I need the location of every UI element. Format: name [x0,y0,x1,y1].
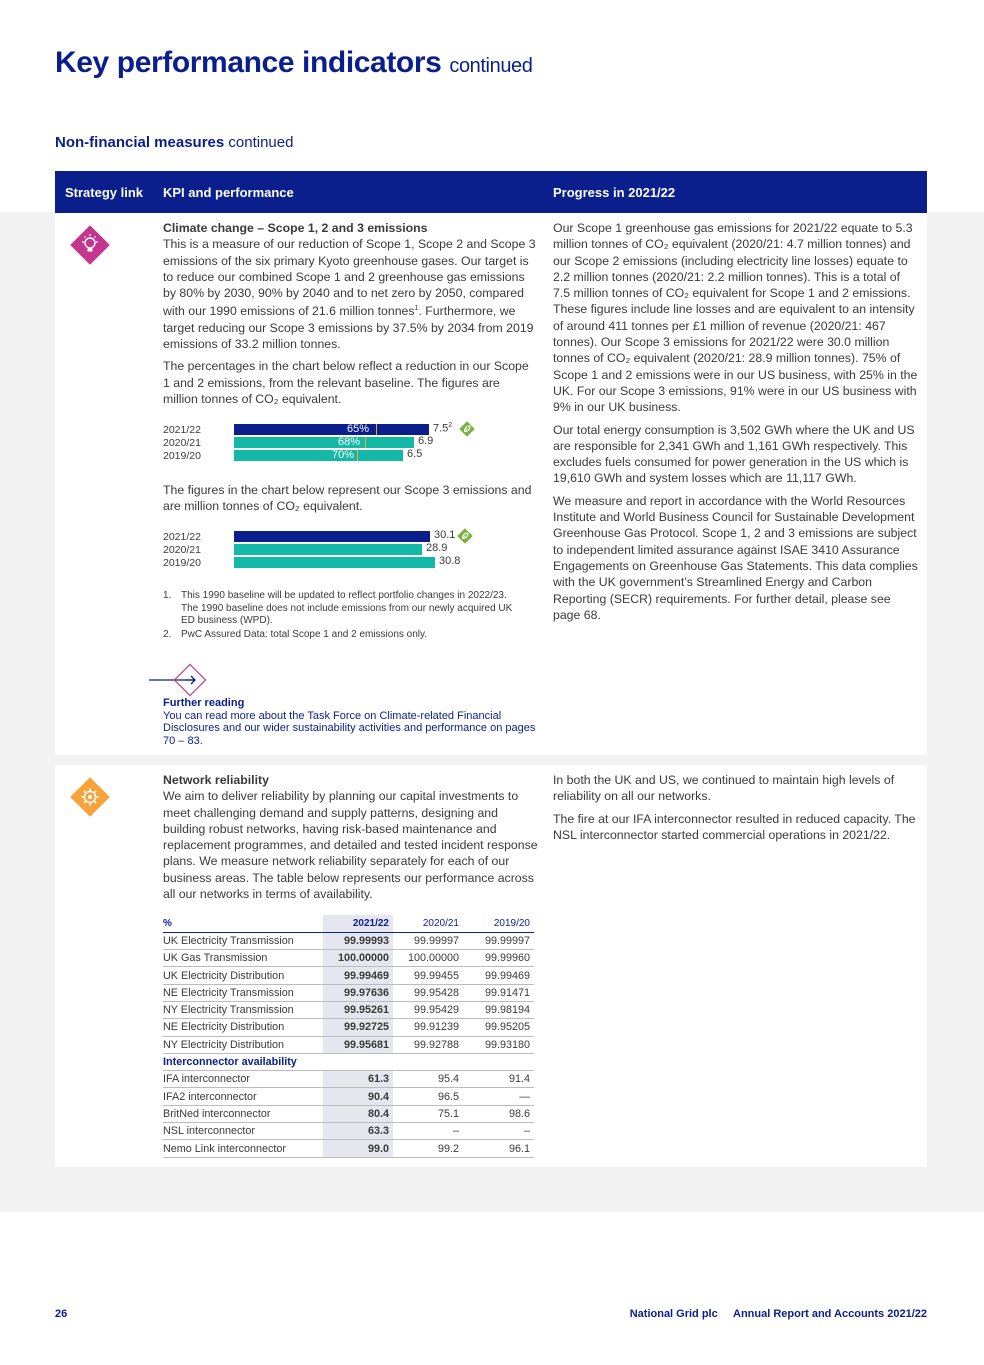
reliability-progress [553,772,919,843]
chart-value-label: $7.5^2$ [433,422,453,435]
table-row: IFA interconnector 61.3 95.4 91.4 [163,1071,534,1088]
chart-reduction-marker [357,450,358,461]
reliability-p1: We aim to deliver reliability by planning our capital investments to meet challenging demand and supply patterns, designing and building robust networks, having risk-based maintenance and replacement programmes, and detailed and tested incident response plans. We measure network reliability separately for each of our business areas. The table below represents our performance across all our networks in terms of availability. [163,789,538,902]
footer-report: National Grid plc Annual Report and Accounts 2021/22 [629,1308,927,1320]
climate-progress [553,220,919,623]
climate-title: Climate change – Scope 1, 2 and 3 emissions [163,221,428,235]
chart-category: 2019/20 [163,450,201,462]
footnote-2: 2. PwC Assured Data: total Scope 1 and 2 emissions only. [163,628,428,640]
table-row: Nemo Link interconnector 99.0 99.2 96.1 [163,1140,534,1157]
chart-value-label: 28.9 [426,542,448,554]
table-header [55,171,927,213]
gear-icon [67,774,113,820]
reliability-progress-p2: The fire at our IFA interconnector resulted in reduced capacity. The NSL interconnector started commercial operations in 2021/22. [553,811,916,842]
chart-category: 2021/22 [163,531,201,543]
chart-bar [234,424,429,435]
climate-p3: The figures in the chart below represent our Scope 3 emissions and are million tonnes of CO₂ equivalent. [163,483,532,514]
further-reading-text[interactable]: You can read more about the Task Force on Climate-related Financial Disclosures and our wider sustainability activities and performance on pages 70 – 83. [163,709,536,747]
reliability-table [163,915,534,1158]
climate-kpi-text [163,220,538,407]
further-reading-title: Further reading [163,697,245,709]
table-row: UK Gas Transmission 100.00000 100.00000 99.99960 [163,950,534,967]
chart-reduction-label: 68% [338,436,361,448]
scope12-chart [163,423,543,465]
section-title: Non-financial measures continued [55,134,294,151]
climate-panel [55,213,927,755]
table-subheading: Interconnector availability [163,1053,534,1070]
table-row: NSL interconnector 63.3 – – [163,1123,534,1140]
table-row: NY Electricity Distribution 99.95681 99.92788 99.93180 [163,1036,534,1053]
chart-bar [234,437,414,448]
footnote-1: 1. This 1990 baseline will be updated to reflect portfolio changes in 2022/23. The 1990 baseline does not include emissions from our newly acquired UK ED business (WPD). [163,590,513,627]
further-reading[interactable] [163,697,538,747]
chart-value-label: 6.9 [418,435,434,447]
leaf-icon [456,527,474,545]
table-row: IFA2 interconnector 90.4 96.5 — [163,1088,534,1105]
arrow-right-icon[interactable] [149,663,209,697]
climate-p2: The percentages in the chart below reflect a reduction in our Scope 1 and 2 emissions, from the relevant baseline. The figures are million tonnes of CO₂ equivalent. [163,359,529,407]
chart-reduction-marker [365,437,366,448]
chart-category: 2021/22 [163,424,201,436]
chart-bar [234,450,403,461]
chart-reduction-marker [376,424,377,435]
page-title: Key performance indicators continued [55,46,533,79]
table-row: UK Electricity Distribution 99.99469 99.99455 99.99469 [163,967,534,984]
chart-value-label: 30.1 [434,529,456,541]
chart-category: 2020/21 [163,437,201,449]
climate-progress-p1: Our Scope 1 greenhouse gas emissions for 2021/22 equate to 5.3 million tonnes of CO₂ equivalent (2020/21: 4.7 million tonnes) and our Scope 2 emissions (including electricity line losses) equate to 2.2 million tonnes (2020/21: 2.2 million tonnes). This is a total of 7.5 million tonnes of CO₂ equivalent for Scope 1 and 2 emissions. These figures include line losses and are equivalent to an intensity of around 411 tonnes per £1 million of revenue (2020/21: 467 tonnes). Our Scope 3 emissions for 2021/22 were 30.0 million tonnes of CO₂ equivalent (2020/21: 28.9 million tonnes). 75% of Scope 1 and 2 emissions were in our US business, with 25% in the UK. For our Scope 3 emissions, 91% were in our US business with 9% in our UK business. [553,221,918,415]
header-progress: Progress in 2021/22 [553,185,676,200]
chart-bar [234,557,435,568]
footnotes [163,590,523,641]
page-number: 26 [55,1308,68,1320]
header-strategy-link: Strategy link [65,185,144,200]
lightbulb-icon [67,222,113,268]
climate-progress-p3: We measure and report in accordance with the World Resources Institute and World Business Council for Sustainable Development Greenhouse Gas Protocol. Scope 1, 2 and 3 emissions are subject to independent limited assurance against ISAE 3410 Assurance Engagements on Greenhouse Gas Statements. This data complies with the UK government’s Streamlined Energy and Carbon Reporting (SECR) requirements. For further detail, please see page 68. [553,493,918,622]
table-header-row: % 2021/22 2020/21 2019/20 [163,915,534,932]
chart-bar [234,531,430,542]
climate-p1: This is a measure of our reduction of Scope 1, Scope 2 and Scope 3 emissions of the six primary Kyoto greenhouse gases. Our target is to reduce our combined Scope 1 and 2 greenhouse gas emissions by 80% by 2030, 90% by 2040 and to net zero by 2050, compared with our 1990 emissions of 21.6 million tonnes$^1$. Furthermore, we target reducing our Scope 3 emissions by 37.5% by 2034 from 2019 emissions of 33.2 million tonnes. [163,237,536,352]
reliability-panel [55,765,927,1167]
chart-value-label: 6.5 [407,448,423,460]
chart-reduction-label: 65% [347,423,370,435]
chart-category: 2020/21 [163,544,201,556]
climate-progress-p2: Our total energy consumption is 3,502 GWh where the UK and US are responsible for 2,341 GWh and 1,161 GWh respectively. This excludes fuels consumed for power generation in the US which is 19,610 GWh and system losses which are 11,117 GWh. [553,422,915,486]
table-row: NY Electricity Transmission 99.95261 99.95429 99.98194 [163,1001,534,1018]
leaf-icon [458,420,476,438]
table-row: BritNed interconnector 80.4 75.1 98.6 [163,1105,534,1122]
reliability-title: Network reliability [163,773,269,787]
reliability-kpi-text [163,772,538,902]
chart-reduction-label: 70% [332,449,355,461]
table-row: UK Electricity Transmission 99.99993 99.99997 99.99997 [163,932,534,949]
chart-category: 2019/20 [163,557,201,569]
reliability-progress-p1: In both the UK and US, we continued to maintain high levels of reliability on all our networks. [553,773,895,804]
table-row: NE Electricity Distribution 99.92725 99.91239 99.95205 [163,1019,534,1036]
chart-bar [234,544,422,555]
header-kpi: KPI and performance [163,185,294,200]
table-row: NE Electricity Transmission 99.97636 99.95428 99.91471 [163,984,534,1001]
scope3-chart [163,530,543,572]
chart-value-label: 30.8 [439,555,461,567]
